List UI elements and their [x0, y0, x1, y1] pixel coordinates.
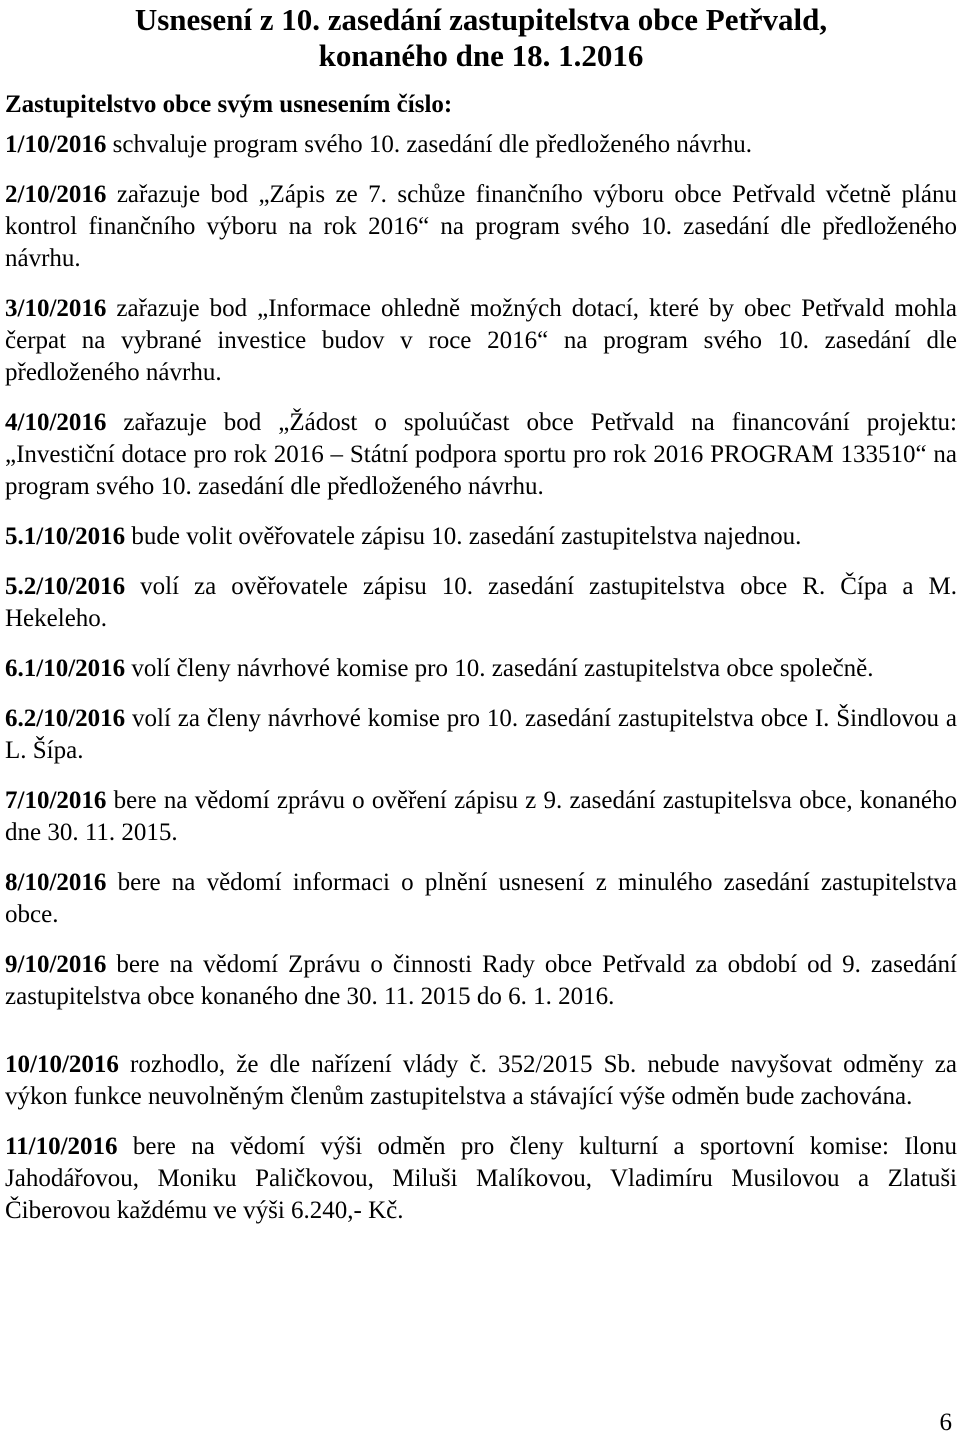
- resolution-text: bere na vědomí výši odměn pro členy kulturní a sportovní komise: Ilonu Jahodářovou, Moniku Paličkovou, Miluši Malíkovou, Vladimíru Musilovou a Zlatuši Čiberovou každému ve výši 6.240,- Kč.: [5, 1133, 957, 1224]
- resolution-text: bere na vědomí Zprávu o činnosti Rady obce Petřvald za období od 9. zasedání zastupitelstva obce konaného dne 30. 11. 2015 do 6. 1. 2016.: [5, 951, 957, 1010]
- resolution-number: 5.2/10/2016: [5, 573, 126, 600]
- resolution-text: schvaluje program svého 10. zasedání dle předloženého návrhu.: [106, 131, 753, 158]
- resolution-number: 9/10/2016: [5, 951, 107, 978]
- resolution-2: [5, 179, 957, 275]
- resolution-number: 10/10/2016: [5, 1051, 119, 1078]
- resolution-text: volí členy návrhové komise pro 10. zasedání zastupitelstva obce společně.: [125, 655, 874, 682]
- title-line-1: Usnesení z 10. zasedání zastupitelstva obce Petřvald,: [134, 2, 828, 37]
- resolution-7: [5, 785, 957, 849]
- resolution-number: 6.2/10/2016: [5, 705, 126, 732]
- resolution-text: bere na vědomí zprávu o ověření zápisu z 9. zasedání zastupitelsva obce, konaného dne 30. 11. 2015.: [5, 787, 957, 846]
- resolution-number: 8/10/2016: [5, 869, 107, 896]
- resolution-text: bere na vědomí informaci o plnění usnesení z minulého zasedání zastupitelstva obce.: [5, 869, 957, 928]
- resolution-1: [5, 129, 957, 161]
- resolution-9: [5, 949, 957, 1013]
- resolution-text: rozhodlo, že dle nařízení vlády č. 352/2015 Sb. nebude navyšovat odměny za výkon funkce neuvolněným členům zastupitelstva a stávající výše odměn bude zachována.: [5, 1051, 957, 1110]
- resolution-text: zařazuje bod „Informace ohledně možných dotací, které by obec Petřvald mohla čerpat na vybrané investice budov v roce 2016“ na program svého 10. zasedání dle předloženého návrhu.: [5, 295, 957, 386]
- resolution-number: 4/10/2016: [5, 409, 107, 436]
- resolution-11: [5, 1131, 957, 1227]
- resolution-number: 6.1/10/2016: [5, 655, 126, 682]
- document-page: [5, 0, 957, 1227]
- page-number: 6: [939, 1409, 952, 1436]
- resolution-text: bude volit ověřovatele zápisu 10. zasedání zastupitelstva najednou.: [125, 523, 802, 550]
- resolution-8: [5, 867, 957, 931]
- resolution-6-2: [5, 703, 957, 767]
- resolution-number: 3/10/2016: [5, 295, 107, 322]
- resolution-4: [5, 407, 957, 503]
- resolution-text: volí za ověřovatele zápisu 10. zasedání zastupitelstva obce R. Čípa a M. Hekeleho.: [5, 573, 957, 632]
- title-line-2: konaného dne 18. 1.2016: [318, 38, 644, 73]
- resolution-number: 11/10/2016: [5, 1133, 118, 1160]
- resolution-5-1: [5, 521, 957, 553]
- resolution-text: zařazuje bod „Žádost o spoluúčast obce Petřvald na financování projektu: „Investiční dotace pro rok 2016 – Státní podpora sportu pro rok 2016 PROGRAM 133510“ na program svého 10. zasedání dle předloženého návrhu.: [5, 409, 957, 500]
- resolution-number: 1/10/2016: [5, 131, 107, 158]
- resolution-number: 7/10/2016: [5, 787, 107, 814]
- resolution-3: [5, 293, 957, 389]
- resolution-10: [5, 1049, 957, 1113]
- resolution-number: 5.1/10/2016: [5, 523, 126, 550]
- resolution-5-2: [5, 571, 957, 635]
- resolution-text: zařazuje bod „Zápis ze 7. schůze finančního výboru obce Petřvald včetně plánu kontrol finančního výboru na rok 2016“ na program svého 10. zasedání dle předloženého návrhu.: [5, 181, 957, 272]
- document-title: [5, 2, 957, 74]
- resolution-6-1: [5, 653, 957, 685]
- resolution-number: 2/10/2016: [5, 181, 107, 208]
- intro-text: Zastupitelstvo obce svým usnesením číslo:: [5, 91, 453, 118]
- resolution-text: volí za členy návrhové komise pro 10. zasedání zastupitelstva obce I. Šindlovou a L. Šípa.: [5, 705, 957, 764]
